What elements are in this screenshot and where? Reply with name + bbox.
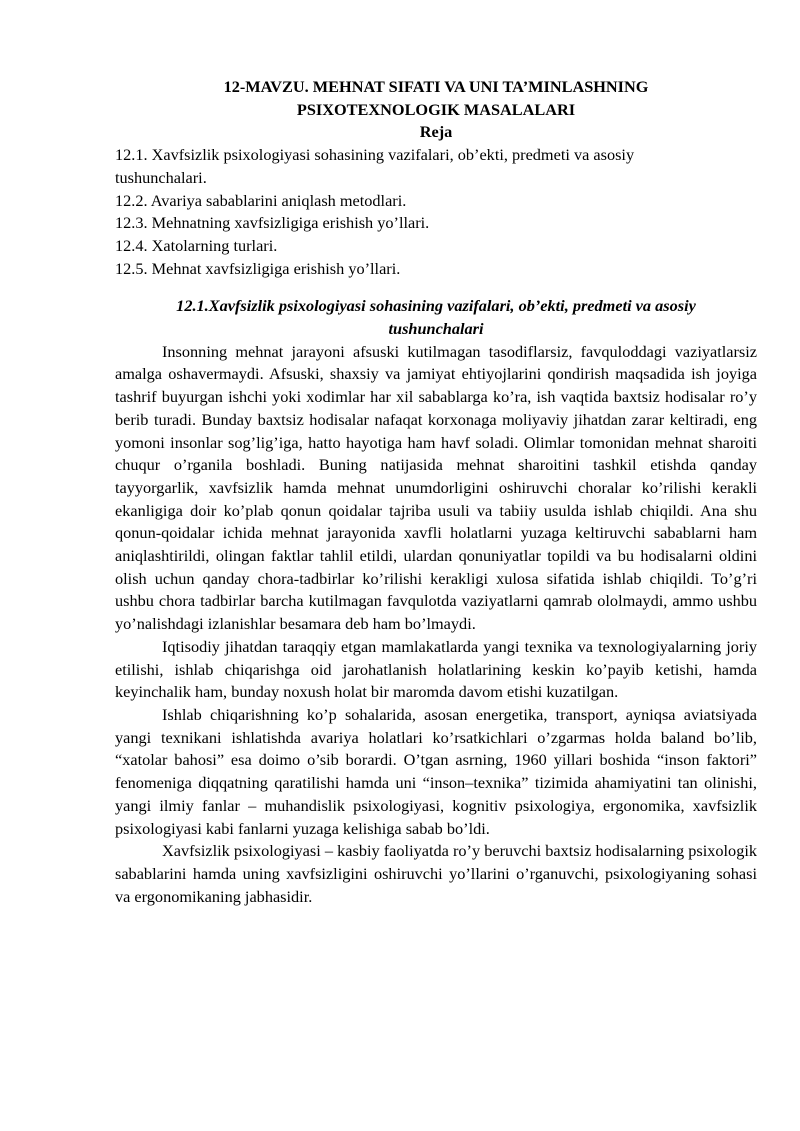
body-paragraph: Ishlab chiqarishning ko’p sohalarida, asosan energetika, transport, ayniqsa aviatsiyada yangi texnikani ishlatishda avariya holatlari ko’rsatkichlari o’zgarmas holda baland bo’lib, “xatolar bahosi” esa doimo o’sib borardi. O’tgan asrning, 1960 yillari boshida “inson faktori” fenomeniga diqqatning qaratilishi hamda uni “inson–texnika” tizimida ahamiyatini tan olinishi, yangi ilmiy fanlar – muhandislik psixologiyasi, kognitiv psixologiya, ergonomika, xavfsizlik psixologiyasi kabi fanlarni yuzaga kelishiga sabab bo’ldi. <box>115 704 757 838</box>
plan-item: 12.4. Xatolarning turlari. <box>115 235 278 255</box>
body-paragraph: Xavfsizlik psixologiyasi – kasbiy faoliyatda ro’y beruvchi baxtsiz hodisalarning psixologik sabablarini hamda uning xavfsizligini oshiruvchi yo’llarini o’rganuvchi, psixologiyaning sohasi va ergonomikaning jabhasidir. <box>115 841 757 906</box>
section-heading: 12.1.Xavfsizlik psixologiyasi sohasining vazifalari, ob’ekti, predmeti va asosiy tushunchalari <box>176 296 696 339</box>
body-paragraph: Insonning mehnat jarayoni afsuski kutilmagan tasodiflarsiz, favquloddagi vaziyatlarsiz amalga oshavermaydi. Afsuski, shaxsiy va jamiyat ehtiyojlarini qondirish maqsadida ish joyiga tashrif buyurgan ishchi yoki xodimlar har xil sabablarga ko’ra, ish vaqtida baxtsiz hodisalar ro’y berib turadi. Bunday baxtsiz hodisalar nafaqat korxonaga moliyaviy jihatdan zarar keltiradi, eng yomoni insonlar sog’lig’iga, hatto hayotiga ham havf soladi. Olimlar tomonidan mehnat sharoiti chuqur o’rganila boshladi. Buning natijasida mehnat sharoitini tashkil etishda qanday tayyorgarlik, xavfsizlik hamda mehnat unumdorligini oshiruvchi choralar ko’rilishi kerakli ekanligiga doir ko’plab qonun qoidalar tajriba usuli va tabiiy usulda ishlab chiqildi. Ana shu qonun-qoidalar ichida mehnat jarayonida xavfli holatlarni yuzaga keltiruvchi sabablarni ham aniqlashtirildi, olingan faktlar tahlil etildi, ulardan qonuniyatlar topildi va bu hodisalarni oldini olish uchun qanday chora-tadbirlar ko’rilishi kerakligi xulosa sifatida ishlab chiqildi. To’g’ri ushbu chora tadbirlar barcha kutilmagan favqulotda vaziyatlarni qamrab ololmaydi, ammo ushbu yo’nalishdagi izlanishlar besamara deb ham bo’lmaydi. <box>115 341 757 634</box>
title-line-1: 12-MAVZU. MEHNAT SIFATI VA UNI TA’MINLASHNING <box>223 77 649 96</box>
plan-item: 12.5. Mehnat xavfsizligiga erishish yo’llari. <box>115 258 401 278</box>
title-line-2: PSIXOTEXNOLOGIK MASALALARI <box>296 99 576 119</box>
document-title <box>115 76 757 121</box>
plan-heading: Reja <box>419 122 453 142</box>
document-page <box>115 76 757 908</box>
plan-item: 12.1. Xavfsizlik psixologiyasi sohasining vazifalari, ob’ekti, predmeti va asosiy tushunchalari. <box>115 145 635 187</box>
plan-item: 12.2. Avariya sabablarini aniqlash metodlari. <box>115 190 407 210</box>
plan-list <box>115 144 757 280</box>
plan-item: 12.3. Mehnatning xavfsizligiga erishish yo’llari. <box>115 213 430 233</box>
body-paragraph: Iqtisodiy jihatdan taraqqiy etgan mamlakatlarda yangi texnika va texnologiyalarning joriy etilishi, ishlab chiqarishga oid jarohatlanish holatlarining keskin ko’payib ketishi, hamda keyinchalik ham, bunday noxush holat bir maromda davom etishi kuzatilgan. <box>115 636 757 702</box>
